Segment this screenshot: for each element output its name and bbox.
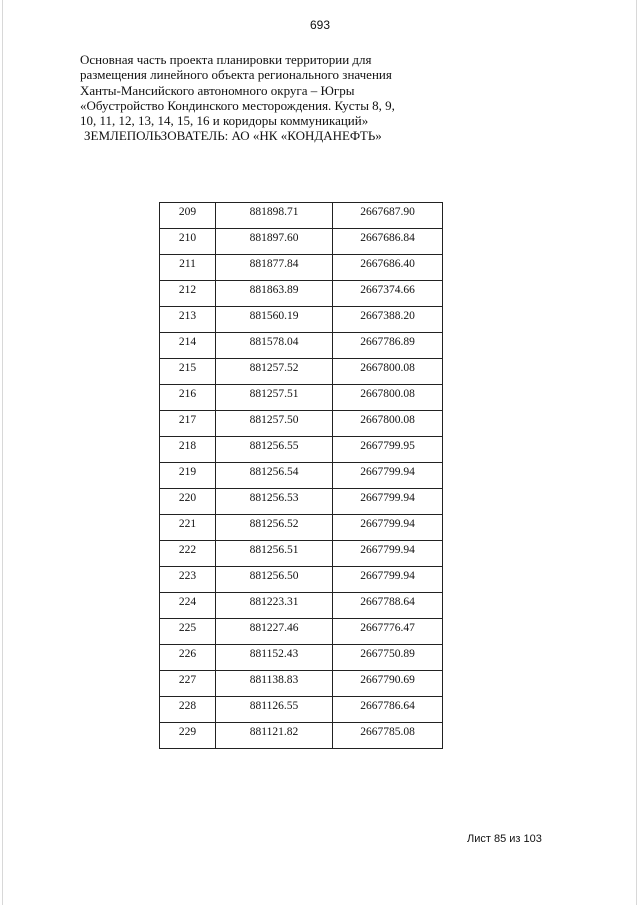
- y-coordinate-cell: 2667799.94: [333, 489, 443, 515]
- x-coordinate-cell: 881898.71: [216, 203, 333, 229]
- y-coordinate-cell: 2667785.08: [333, 723, 443, 749]
- point-number-cell: 216: [160, 385, 216, 411]
- x-coordinate-cell: 881121.82: [216, 723, 333, 749]
- point-number-cell: 214: [160, 333, 216, 359]
- header-line: Ханты-Мансийского автономного округа – Югры: [80, 82, 355, 98]
- y-coordinate-cell: 2667790.69: [333, 671, 443, 697]
- table-row: [160, 203, 443, 229]
- table-row: [160, 619, 443, 645]
- x-coordinate-cell: 881897.60: [216, 229, 333, 255]
- x-coordinate-cell: 881560.19: [216, 307, 333, 333]
- point-number-cell: 229: [160, 723, 216, 749]
- y-coordinate-cell: 2667686.84: [333, 229, 443, 255]
- x-coordinate-cell: 881257.50: [216, 411, 333, 437]
- point-number-cell: 212: [160, 281, 216, 307]
- x-coordinate-cell: 881257.52: [216, 359, 333, 385]
- table-row: [160, 593, 443, 619]
- point-number-cell: 223: [160, 567, 216, 593]
- x-coordinate-cell: 881138.83: [216, 671, 333, 697]
- point-number-cell: 222: [160, 541, 216, 567]
- x-coordinate-cell: 881256.55: [216, 437, 333, 463]
- table-row: [160, 515, 443, 541]
- table-row: [160, 645, 443, 671]
- coordinates-table-body: [160, 203, 443, 749]
- table-row: [160, 333, 443, 359]
- x-coordinate-cell: 881223.31: [216, 593, 333, 619]
- x-coordinate-cell: 881863.89: [216, 281, 333, 307]
- x-coordinate-cell: 881227.46: [216, 619, 333, 645]
- point-number-cell: 215: [160, 359, 216, 385]
- table-row: [160, 411, 443, 437]
- y-coordinate-cell: 2667800.08: [333, 411, 443, 437]
- y-coordinate-cell: 2667799.94: [333, 515, 443, 541]
- point-number-cell: 218: [160, 437, 216, 463]
- header-line: «Обустройство Кондинского месторождения. Кусты 8, 9,: [80, 97, 395, 113]
- x-coordinate-cell: 881152.43: [216, 645, 333, 671]
- point-number-cell: 213: [160, 307, 216, 333]
- table-row: [160, 255, 443, 281]
- table-row: [160, 385, 443, 411]
- table-row: [160, 567, 443, 593]
- y-coordinate-cell: 2667388.20: [333, 307, 443, 333]
- table-row: [160, 281, 443, 307]
- page-edge-right: [636, 0, 637, 905]
- point-number-cell: 221: [160, 515, 216, 541]
- y-coordinate-cell: 2667786.89: [333, 333, 443, 359]
- y-coordinate-cell: 2667687.90: [333, 203, 443, 229]
- table-row: [160, 541, 443, 567]
- table-row: [160, 307, 443, 333]
- y-coordinate-cell: 2667776.47: [333, 619, 443, 645]
- coordinates-table: [159, 202, 443, 749]
- point-number-cell: 228: [160, 697, 216, 723]
- page-edge-left: [2, 0, 3, 905]
- x-coordinate-cell: 881256.51: [216, 541, 333, 567]
- y-coordinate-cell: 2667799.94: [333, 567, 443, 593]
- y-coordinate-cell: 2667799.95: [333, 437, 443, 463]
- point-number-cell: 227: [160, 671, 216, 697]
- table-row: [160, 437, 443, 463]
- header-line: Основная часть проекта планировки территории для: [80, 52, 372, 67]
- x-coordinate-cell: 881877.84: [216, 255, 333, 281]
- point-number-cell: 217: [160, 411, 216, 437]
- table-row: [160, 671, 443, 697]
- page-number: 693: [309, 18, 331, 32]
- point-number-cell: 224: [160, 593, 216, 619]
- sheet-label: Лист 85 из 103: [467, 833, 542, 845]
- point-number-cell: 220: [160, 489, 216, 515]
- x-coordinate-cell: 881256.50: [216, 567, 333, 593]
- header-line: 10, 11, 12, 13, 14, 15, 16 и коридоры коммуникаций»: [80, 113, 369, 129]
- header-line: размещения линейного объекта регионального значения: [80, 67, 392, 83]
- table-row: [160, 229, 443, 255]
- y-coordinate-cell: 2667686.40: [333, 255, 443, 281]
- point-number-cell: 211: [160, 255, 216, 281]
- x-coordinate-cell: 881256.52: [216, 515, 333, 541]
- table-row: [160, 463, 443, 489]
- y-coordinate-cell: 2667750.89: [333, 645, 443, 671]
- point-number-cell: 209: [160, 203, 216, 229]
- point-number-cell: 210: [160, 229, 216, 255]
- document-header: [80, 52, 410, 144]
- land-user-line: ЗЕМЛЕПОЛЬЗОВАТЕЛЬ: АО «НК «КОНДАНЕФТЬ»: [84, 128, 382, 144]
- y-coordinate-cell: 2667800.08: [333, 359, 443, 385]
- point-number-cell: 225: [160, 619, 216, 645]
- point-number-cell: 226: [160, 645, 216, 671]
- table-row: [160, 359, 443, 385]
- y-coordinate-cell: 2667786.64: [333, 697, 443, 723]
- y-coordinate-cell: 2667788.64: [333, 593, 443, 619]
- y-coordinate-cell: 2667800.08: [333, 385, 443, 411]
- table-row: [160, 489, 443, 515]
- point-number-cell: 219: [160, 463, 216, 489]
- y-coordinate-cell: 2667374.66: [333, 281, 443, 307]
- x-coordinate-cell: 881257.51: [216, 385, 333, 411]
- y-coordinate-cell: 2667799.94: [333, 541, 443, 567]
- x-coordinate-cell: 881126.55: [216, 697, 333, 723]
- x-coordinate-cell: 881578.04: [216, 333, 333, 359]
- x-coordinate-cell: 881256.54: [216, 463, 333, 489]
- table-row: [160, 723, 443, 749]
- table-row: [160, 697, 443, 723]
- y-coordinate-cell: 2667799.94: [333, 463, 443, 489]
- x-coordinate-cell: 881256.53: [216, 489, 333, 515]
